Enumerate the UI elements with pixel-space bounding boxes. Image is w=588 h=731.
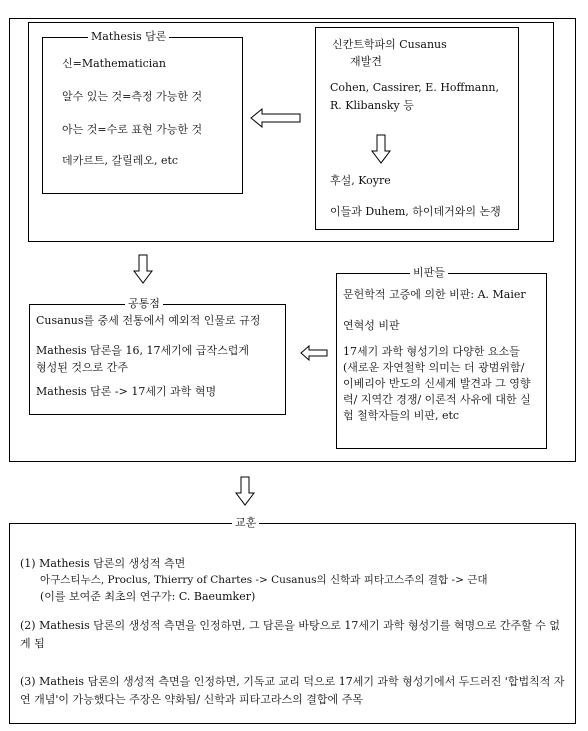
common-line-1: Cusanus를 중세 전통에서 예외적 인물로 규정 — [36, 314, 261, 327]
left-arrow-icon — [250, 108, 302, 128]
common-line-4: Mathesis 담론 -> 17세기 과학 혁명 — [36, 385, 217, 398]
critique-line-2: 연혁성 비판 — [343, 319, 400, 332]
down-arrow-icon — [235, 476, 255, 506]
mathesis-title: Mathesis 담론 — [88, 30, 169, 44]
lesson-p3: (3) Matheis 담론의 생성적 측면을 인정하면, 기독교 교리 덕으로 17세기 과학 형성기에서 두드러진 '합법칙적 자연 개념'이 가능했다는 주장은 약화됨/ 신학과 피타고라스의 결합에 주목 — [20, 675, 565, 706]
lesson-p2: (2) Mathesis 담론의 생성적 측면을 인정하면, 그 담론을 바탕으로 17세기 과학 형성기를 혁명으로 간주할 수 없게 됨 — [20, 619, 560, 650]
lesson-p1-line2: (이를 보여준 최초의 연구가: C. Baeumker) — [40, 590, 256, 603]
common-line-2: Mathesis 담론을 16, 17세기에 급작스럽게 — [36, 344, 250, 357]
lesson-p1-head: (1) Mathesis 담론의 생성적 측면 — [20, 557, 186, 570]
lesson-title: 교훈 — [232, 516, 259, 530]
lesson-p1-line1: 아구스티누스, Proclus, Thierry of Chartes -> Cusanus의 신학과 피타고스주의 결합 -> 근대 — [40, 574, 488, 586]
neokant-line-1: 신칸트학파의 Cusanus — [332, 38, 447, 51]
left-arrow-icon — [300, 345, 328, 361]
neokant-debate: 이들과 Duhem, 하이데거와의 논쟁 — [330, 205, 501, 218]
mathesis-line-1: 신=Mathematician — [62, 57, 166, 70]
critique-line-3: 17세기 과학 형성기의 다양한 요소들 (새로운 자연철학 의미는 더 광범위함/ 이베리아 반도의 신세계 발견과 그 영향력/ 지역간 경쟁/ 이론적 사유에 대한 실험 철학자들의 비판, etc — [343, 345, 531, 422]
critique-title: 비판들 — [410, 266, 448, 280]
mathesis-line-3: 아는 것=수로 표현 가능한 것 — [62, 123, 203, 136]
neokant-authors-2: R. Klibansky 등 — [330, 99, 414, 112]
neokant-authors-1: Cohen, Cassirer, E. Hoffmann, — [330, 81, 500, 94]
neokant-husserl: 후설, Koyre — [330, 174, 391, 187]
common-line-3: 형성된 것으로 간주 — [36, 361, 129, 374]
critique-line-1: 문헌학적 고증에 의한 비판: A. Maier — [343, 288, 526, 301]
neokant-box — [315, 27, 519, 230]
neokant-line-2: 재발견 — [350, 55, 382, 68]
mathesis-line-4: 데카르트, 갈릴레오, etc — [62, 154, 179, 167]
down-arrow-icon — [133, 254, 153, 284]
common-title: 공통점 — [125, 297, 163, 311]
mathesis-line-2: 알수 있는 것=측정 가능한 것 — [62, 90, 203, 103]
down-arrow-icon — [371, 134, 391, 164]
